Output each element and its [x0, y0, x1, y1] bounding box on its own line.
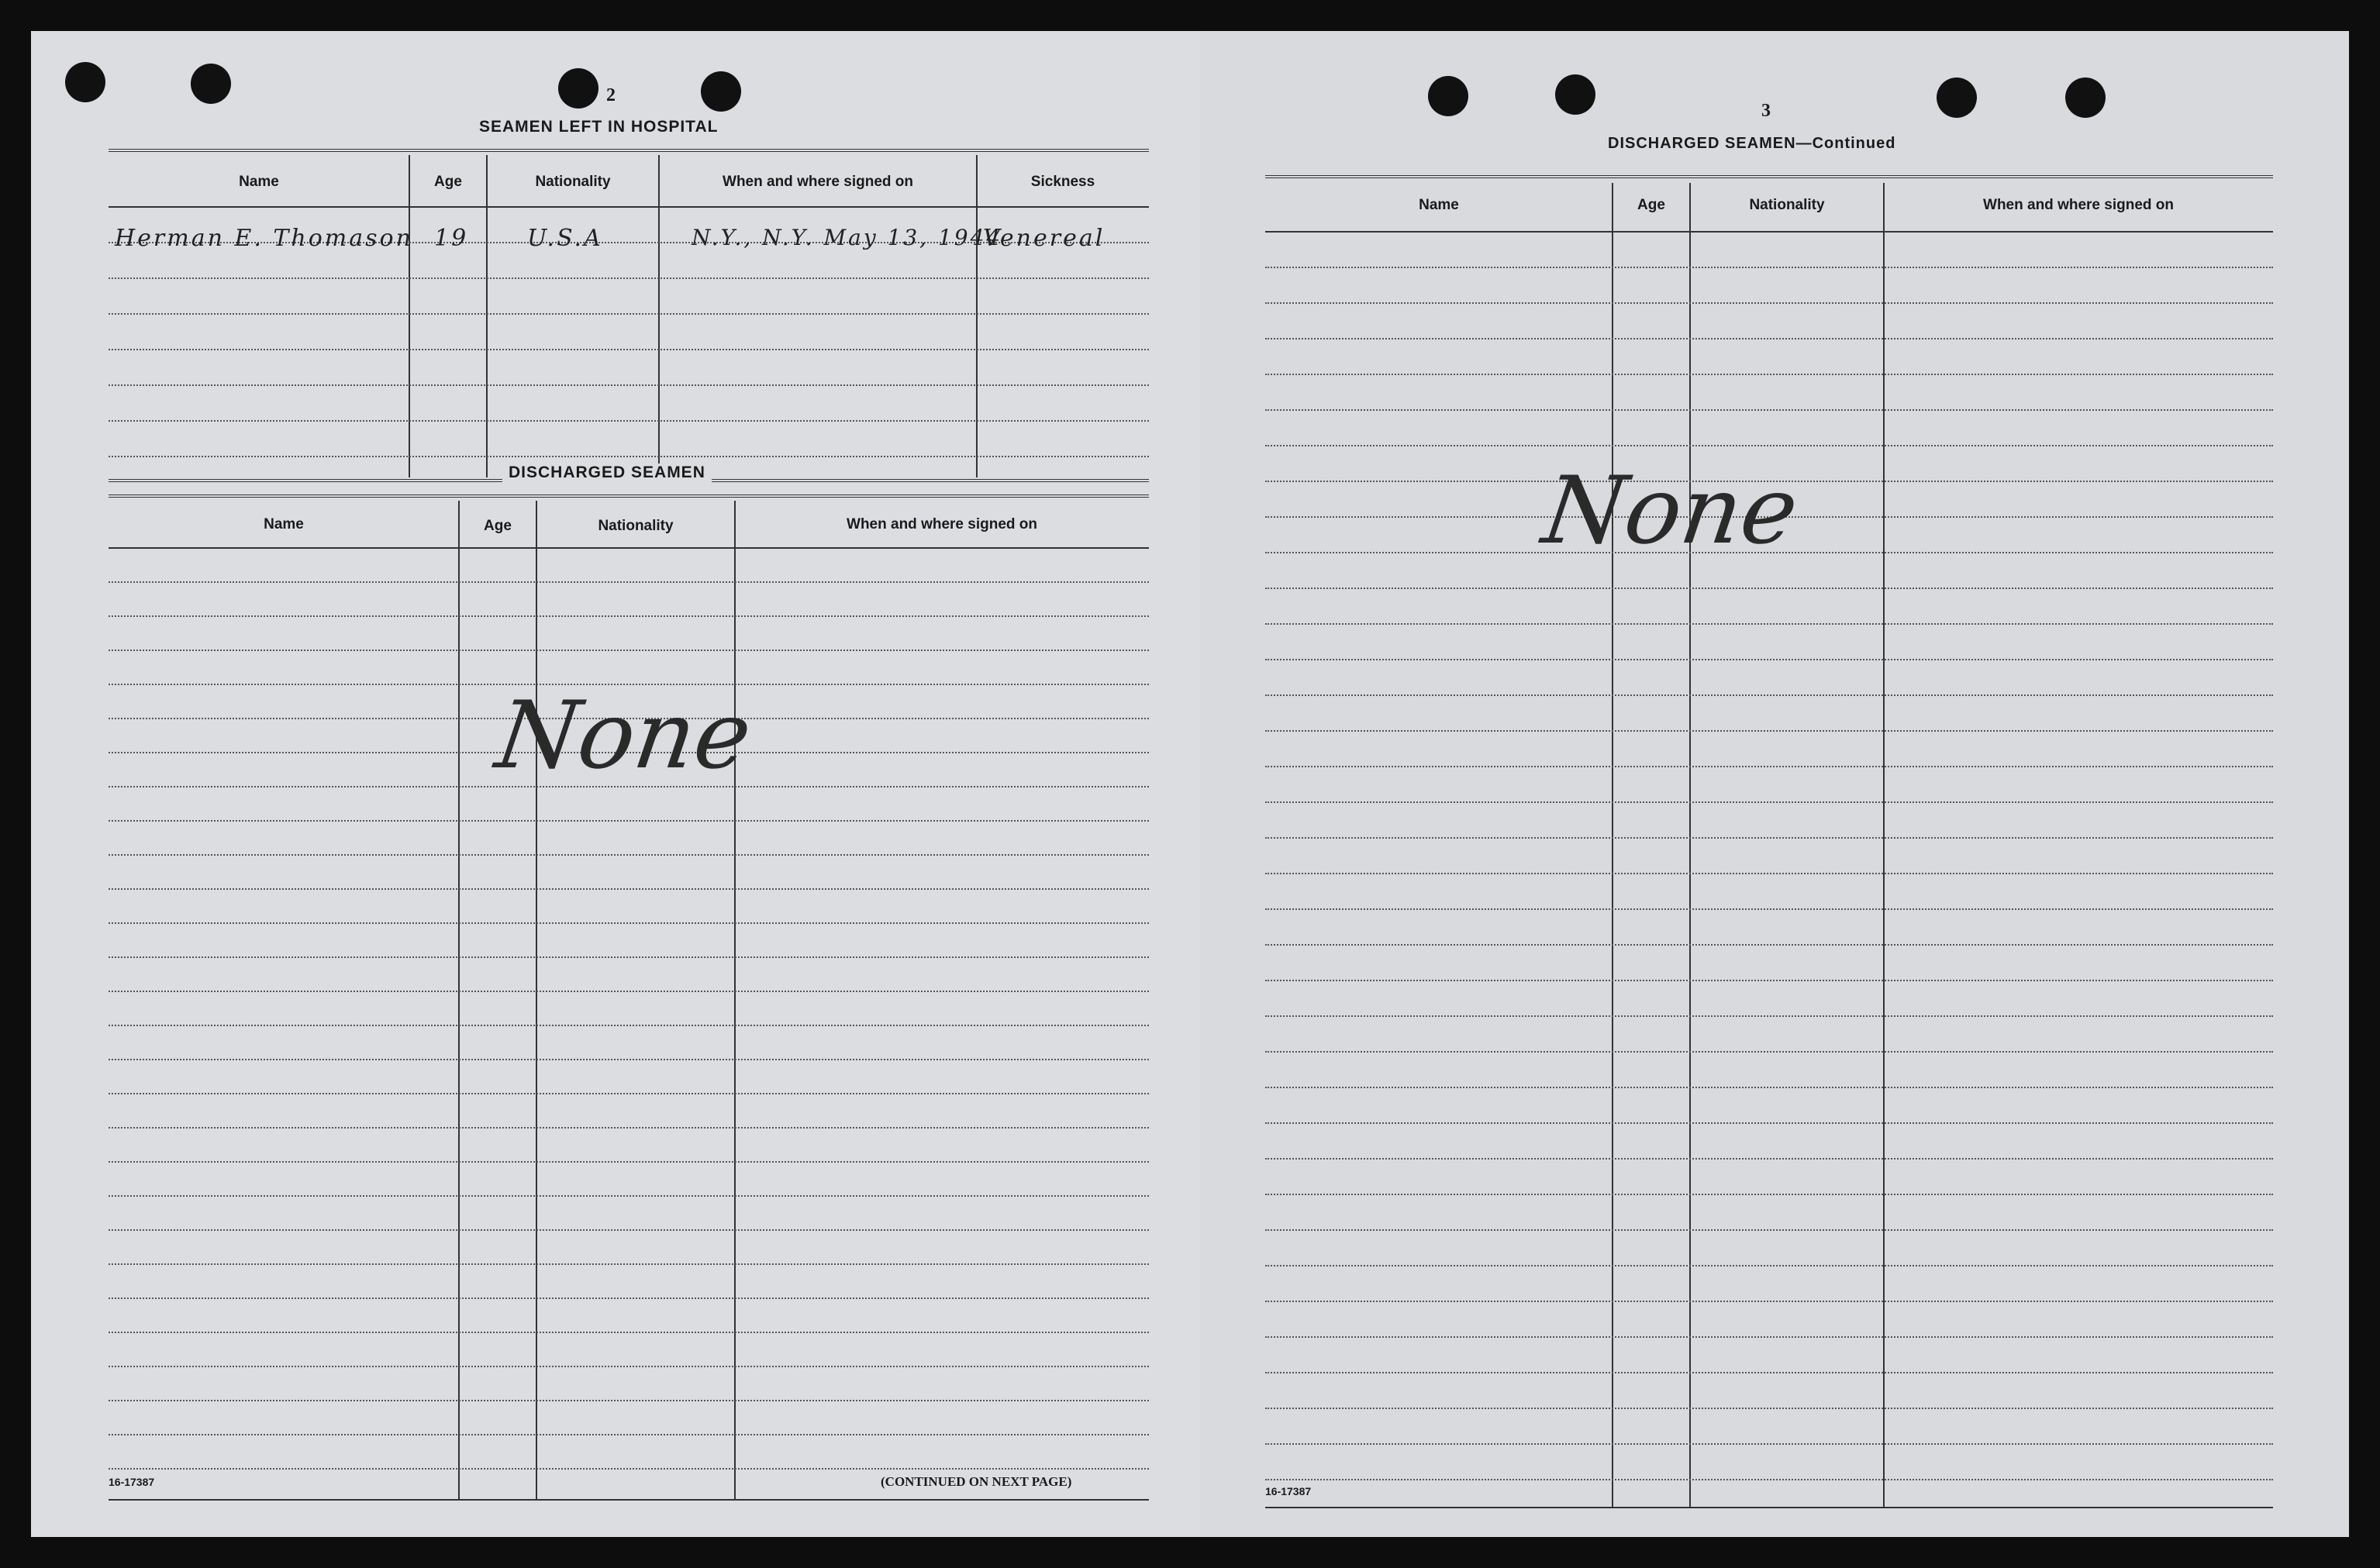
col-header-age: Age [1637, 197, 1665, 213]
patient-signed-on: N.Y., N.Y. May 13, 1944 [692, 225, 1003, 250]
right-page [1200, 31, 2349, 1537]
col-header-signed-on: When and where signed on [1983, 197, 2174, 213]
punch-hole [2065, 78, 2106, 118]
punch-hole [1937, 78, 1977, 118]
punch-hole [1555, 74, 1595, 115]
continued-note: (CONTINUED ON NEXT PAGE) [881, 1474, 1072, 1489]
patient-nationality: U.S.A [527, 225, 603, 252]
patient-name: Herman E. Thomason [115, 225, 413, 252]
rule [1265, 175, 2273, 178]
col-header-signed-on: When and where signed on [723, 174, 913, 190]
col-header-nationality: Nationality [598, 518, 674, 534]
rule [1265, 1507, 2273, 1508]
discharged-section-title: DISCHARGED SEAMEN [502, 464, 712, 482]
punch-hole [701, 71, 741, 112]
col-header-age: Age [484, 518, 512, 534]
col-header-name: Name [239, 174, 279, 190]
col-header-name: Name [1419, 197, 1459, 213]
patient-sickness: Venereal [983, 225, 1105, 252]
section-title: DISCHARGED SEAMEN—Continued [1608, 135, 1896, 152]
rule [109, 495, 1149, 498]
punch-hole [558, 68, 598, 109]
none-handwritten: None [1537, 457, 1805, 565]
punch-hole [1428, 76, 1468, 116]
col-header-signed-on: When and where signed on [847, 516, 1037, 532]
col-header-name: Name [264, 516, 304, 532]
col-header-sickness: Sickness [1030, 174, 1095, 190]
page-number: 3 [1761, 101, 1771, 121]
rule [109, 1499, 1149, 1501]
none-handwritten: None [490, 682, 758, 790]
col-header-age: Age [434, 174, 462, 190]
hospital-section-title: SEAMEN LEFT IN HOSPITAL [479, 118, 719, 136]
punch-hole [65, 62, 105, 102]
form-number: 16-17387 [1265, 1485, 1312, 1497]
rule [109, 149, 1149, 152]
left-page [31, 31, 1200, 1537]
form-number: 16-17387 [109, 1476, 155, 1488]
patient-age: 19 [434, 225, 469, 252]
discharged-rows [1265, 231, 2273, 1507]
col-header-nationality: Nationality [535, 174, 611, 190]
col-header-nationality: Nationality [1749, 197, 1825, 213]
page-number: 2 [606, 85, 616, 105]
punch-hole [191, 64, 231, 104]
